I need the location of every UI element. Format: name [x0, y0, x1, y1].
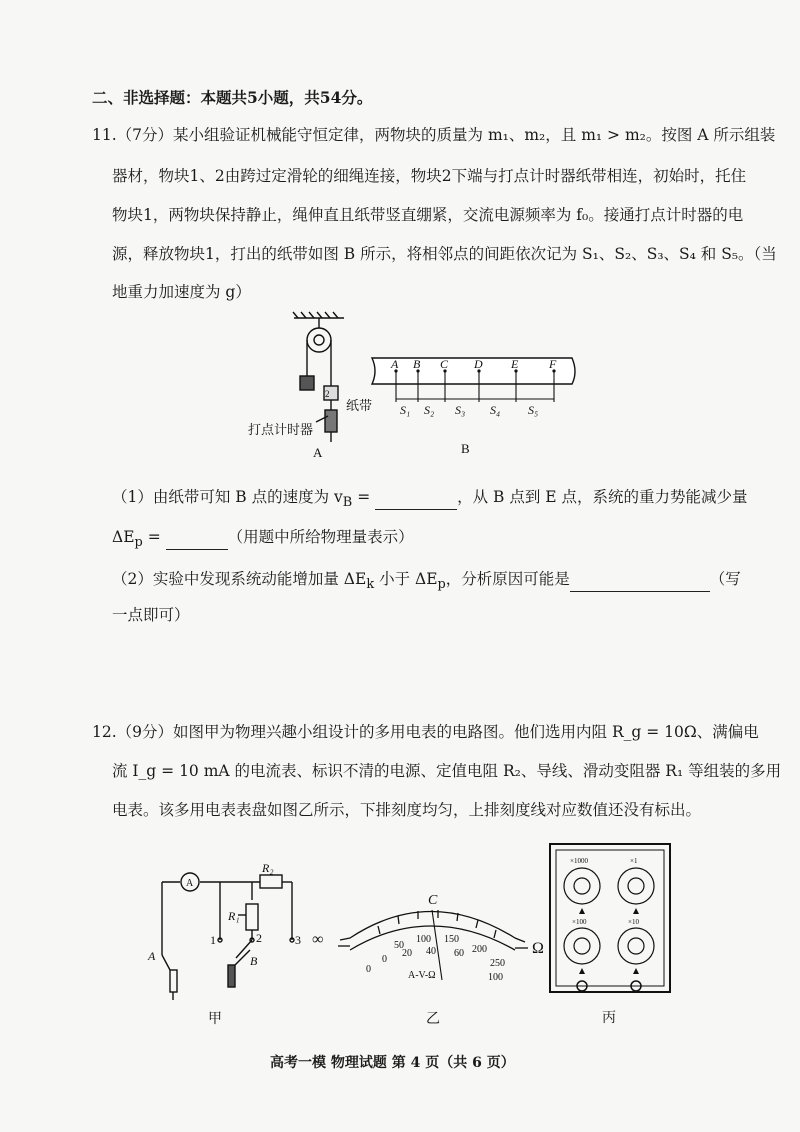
- upper-tick: 100: [416, 934, 431, 945]
- tape-span: S₄: [490, 403, 501, 417]
- figure-jia-caption: 甲: [208, 1012, 222, 1027]
- figure-b-caption: B: [461, 441, 470, 456]
- q11-line2: 器材，物块1、2由跨过定滑轮的细绳连接，物块2下端与打点计时器纸带相连，初始时，托住: [112, 167, 747, 185]
- answer-blank-ep[interactable]: [166, 535, 228, 550]
- probe-b-label: B: [250, 954, 258, 968]
- lower-tick: 20: [402, 948, 412, 959]
- tape-span: S₂: [424, 403, 435, 417]
- q11-figure-a: [236, 310, 373, 460]
- tape-point: A: [391, 357, 399, 371]
- q12-line3: 电表。该多用电表表盘如图乙所示，下排刻度均匀，上排刻度线对应数值还没有标出。: [112, 801, 702, 819]
- dial-multiplier: ×1000: [570, 857, 588, 865]
- upper-tick: 150: [444, 934, 459, 945]
- q11-part1-cont: $\Delta E_p$ = （用题中所给物理量表示）: [112, 528, 414, 551]
- q11-part2: （2）实验中发现系统动能增加量 $\Delta E_k$ 小于 $\Delta E_p$，分析原因可能是 （写: [112, 570, 741, 593]
- q11-part2-cont: 一点即可）: [112, 606, 190, 624]
- tape-point: C: [440, 357, 449, 371]
- tape-point: F: [549, 357, 557, 371]
- dial-multiplier: ×100: [572, 918, 587, 926]
- terminal-1: 1: [210, 933, 216, 947]
- upper-tick: 250: [490, 958, 505, 969]
- dial-multiplier: ×1: [630, 857, 638, 865]
- section-heading: 二、非选择题：本题共5小题，共54分。: [92, 88, 373, 107]
- figure-a-caption: A: [313, 445, 323, 460]
- r2-label: R₂: [262, 861, 274, 875]
- tape-span: S₅: [528, 403, 539, 417]
- probe-a-label: A: [148, 949, 156, 963]
- dial-multiplier: ×10: [628, 918, 639, 926]
- terminal-2: 2: [256, 931, 262, 945]
- figure-yi-caption: 乙: [426, 1012, 440, 1027]
- lower-tick: 0: [382, 954, 387, 965]
- q11-part1: （1）由纸带可知 B 点的速度为 $v_B$ = ，从 B 点到 E 点，系统的重力势能减少量: [112, 488, 748, 511]
- r1-label: R₁: [228, 909, 240, 923]
- unit-label: A-V-Ω: [408, 970, 436, 981]
- block2-label: 2: [325, 389, 330, 399]
- pointer-c-label: C: [428, 893, 438, 908]
- q12-figure-bing: [546, 838, 676, 1030]
- tape-point: B: [413, 357, 421, 371]
- lower-tick: 40: [426, 946, 436, 957]
- q12-figure-yi: [310, 880, 550, 1030]
- tape-point: E: [511, 357, 519, 371]
- tape-span: S₃: [455, 403, 466, 417]
- upper-tick: 50: [394, 940, 404, 951]
- timer-label: 打点计时器: [248, 422, 314, 437]
- omega-mark: Ω: [532, 940, 544, 957]
- q12-line1: 12.（9分）如图甲为物理兴趣小组设计的多用电表的电路图。他们选用内阻 R_g = 10Ω、满偏电: [92, 723, 759, 741]
- tape-label: 纸带: [346, 398, 373, 413]
- q12-line2: 流 I_g = 10 mA 的电流表、标识不清的电源、定值电阻 R₂、导线、滑动变阻器 R₁ 等组装的多用: [112, 762, 782, 780]
- answer-blank-reason[interactable]: [570, 577, 710, 592]
- page-footer: 高考一模 物理试题 第 4 页（共 6 页）: [270, 1055, 515, 1071]
- ammeter-label: A: [186, 878, 194, 889]
- answer-blank-vb[interactable]: [375, 495, 457, 510]
- q11-line3: 物块1，两物块保持静止，绳伸直且纸带竖直绷紧，交流电源频率为 f₀。接通打点计时器的电: [112, 206, 744, 224]
- tape-span: S₁: [400, 403, 411, 417]
- q11-line1: 11.（7分）某小组验证机械能守恒定律，两物块的质量为 m₁、m₂，且 m₁ > m₂。按图 A 所示组装: [92, 126, 776, 144]
- q11-line4: 源，释放物块1，打出的纸带如图 B 所示，将相邻点的间距依次记为 S₁、S₂、S₃、S₄ 和 S₅。（当: [112, 245, 777, 263]
- lower-tick: 60: [454, 948, 464, 959]
- infinity-mark: ∞: [312, 931, 324, 948]
- upper-tick: 200: [472, 944, 487, 955]
- q11-figure-b: [366, 352, 581, 462]
- right-label: 100: [488, 972, 503, 983]
- q11-line5: 地重力加速度为 g）: [112, 283, 251, 301]
- left-zero: 0: [366, 964, 371, 975]
- q12-figure-jia: [140, 860, 310, 1030]
- figure-bing-caption: 丙: [602, 1011, 616, 1026]
- terminal-3: 3: [295, 933, 301, 947]
- tape-point: D: [474, 357, 483, 371]
